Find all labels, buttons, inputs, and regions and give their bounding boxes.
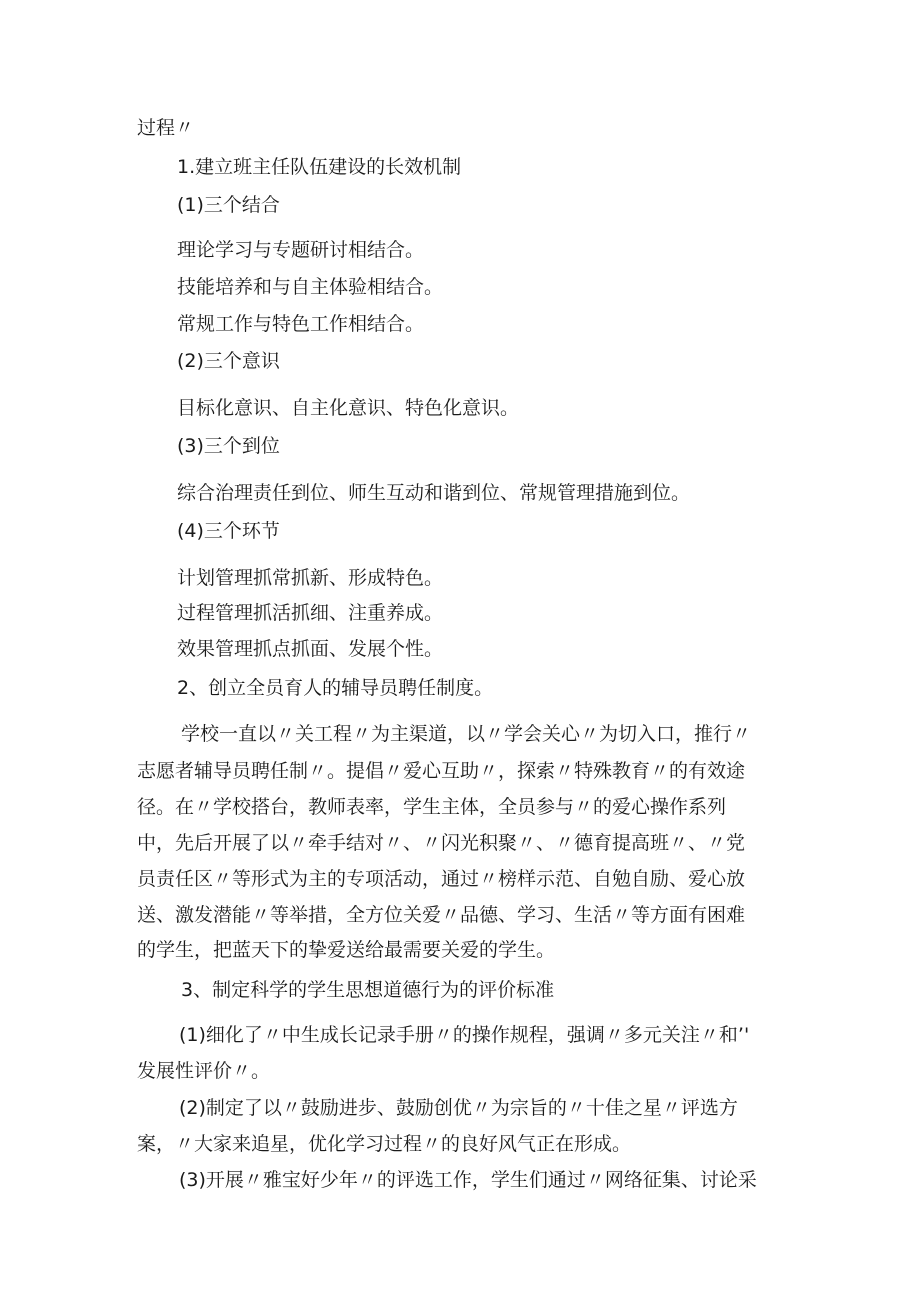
text-line: 效果管理抓点抓面、发展个性。: [177, 638, 444, 660]
text-line: 常规工作与特色工作相结合。: [177, 313, 425, 335]
subsection-heading: (4)三个环节: [177, 520, 280, 542]
paragraph-line: (2)制定了以〃鼓励进步、鼓励创优〃为宗旨的〃十佳之星〃评选方: [179, 1097, 738, 1119]
subsection-heading: (3)三个到位: [177, 435, 280, 457]
paragraph-line: (1)细化了〃中生成长记录手册〃的操作规程，强调〃多元关注〃和’': [179, 1024, 750, 1046]
text-line: 过程管理抓活抓细、注重养成。: [177, 602, 444, 624]
paragraph-line: 的学生，把蓝天下的挚爱送给最需要关爱的学生。: [137, 939, 556, 961]
paragraph-line: 员责任区〃等形式为主的专项活动，通过〃榜样示范、自勉自励、爱心放: [137, 868, 746, 890]
paragraph-line: 案，〃大家来追星，优化学习过程〃的良好风气正在形成。: [137, 1133, 632, 1155]
text-line: 目标化意识、自主化意识、特色化意识。: [177, 397, 520, 419]
paragraph-line: 送、激发潜能〃等举措，全方位关爱〃品德、学习、生活〃等方面有困难: [137, 904, 746, 926]
text-line: 计划管理抓常抓新、形成特色。: [177, 567, 444, 589]
section-heading: 1.建立班主任队伍建设的长效机制: [177, 156, 462, 178]
paragraph-line: 志愿者辅导员聘任制〃。提倡〃爱心互助〃，探索〃特殊教育〃的有效途: [137, 760, 746, 782]
section-heading: 3、制定科学的学生思想道德行为的评价标准: [181, 979, 555, 1001]
text-line: 过程〃: [137, 117, 195, 139]
text-line: 理论学习与专题研讨相结合。: [177, 239, 425, 261]
paragraph-line: 径。在〃学校搭台，教师表率，学生主体，全员参与〃的爱心操作系列: [137, 796, 727, 818]
paragraph-line: 学校一直以〃关工程〃为主渠道，以〃学会关心〃为切入口，推行〃: [181, 723, 752, 745]
paragraph-line: 中，先后开展了以〃牵手结对〃、〃闪光积聚〃、〃德育提高班〃、〃党: [137, 832, 746, 854]
section-heading: 2、创立全员育人的辅导员聘任制度。: [177, 677, 494, 699]
subsection-heading: (1)三个结合: [177, 194, 280, 216]
paragraph-line: 发展性评价〃。: [137, 1060, 271, 1082]
text-line: 综合治理责任到位、师生互动和谐到位、常规管理措施到位。: [177, 482, 691, 504]
subsection-heading: (2)三个意识: [177, 350, 280, 372]
paragraph-line: (3)开展〃雅宝好少年〃的评选工作，学生们通过〃网络征集、讨论采: [179, 1169, 757, 1191]
text-line: 技能培养和与自主体验相结合。: [177, 276, 444, 298]
